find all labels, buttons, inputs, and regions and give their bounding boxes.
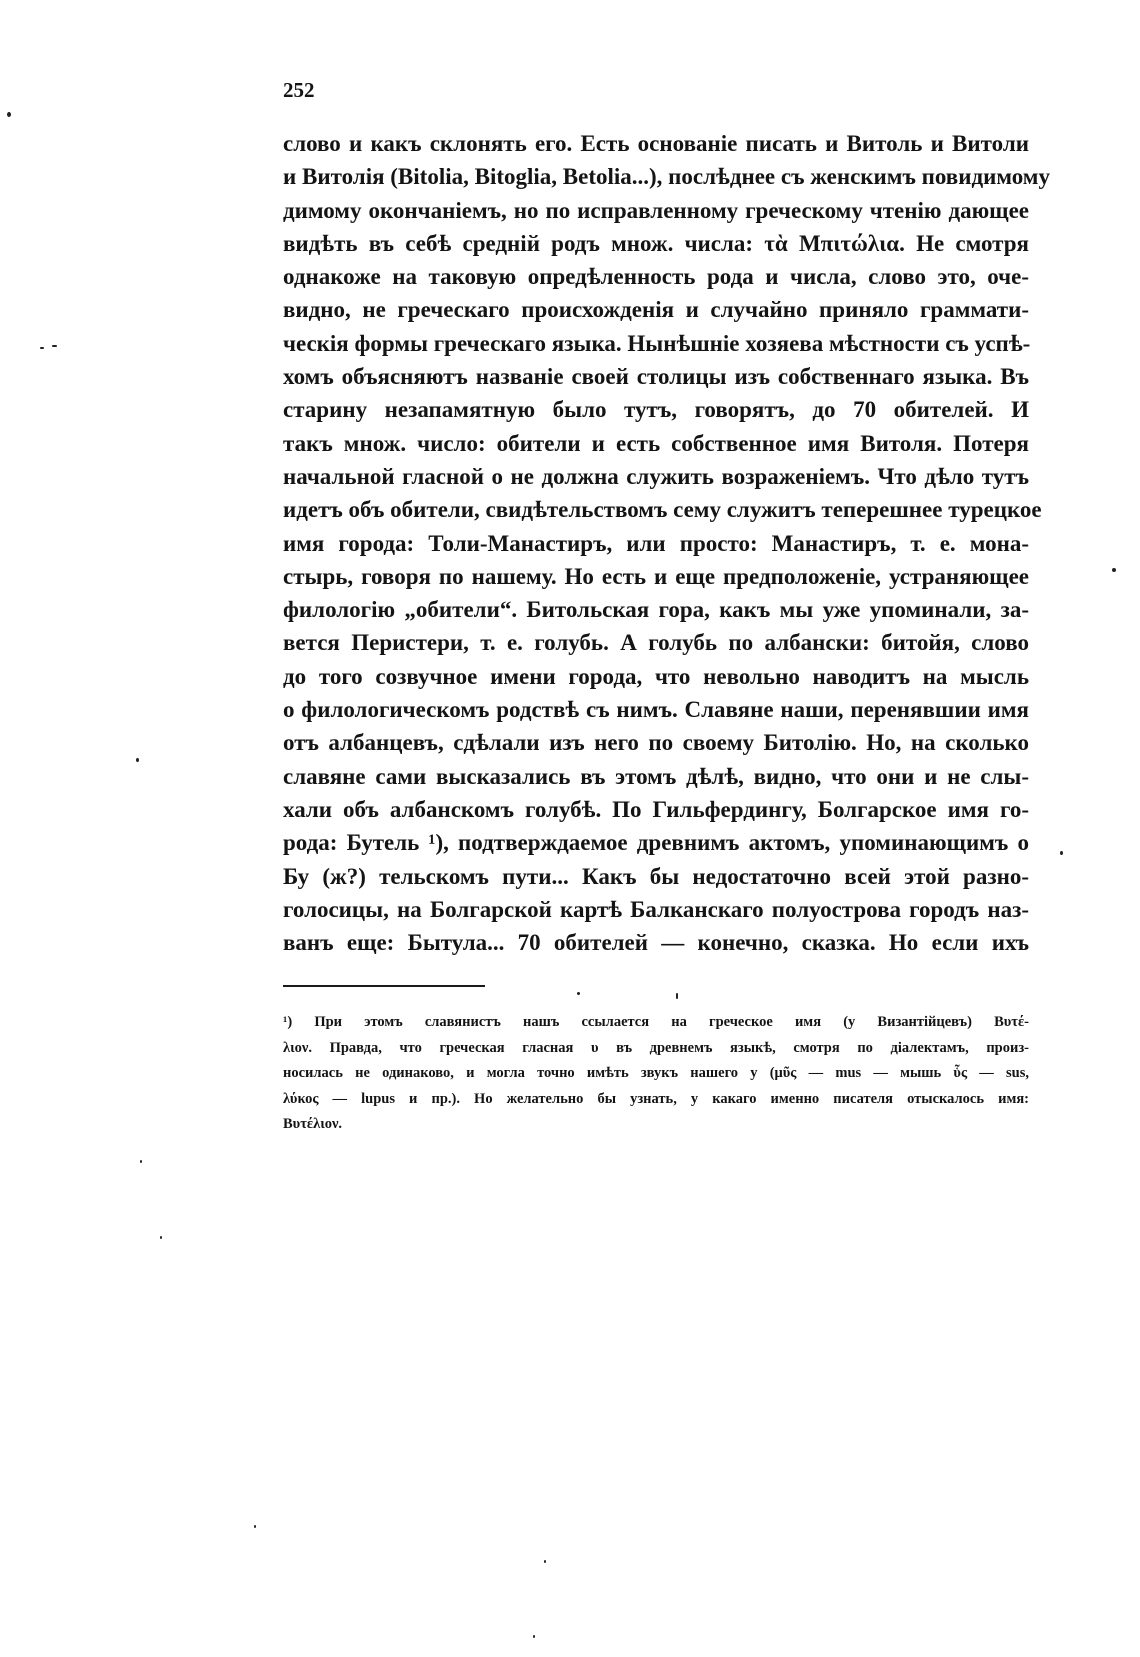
page-number: 252 [283, 78, 315, 102]
footnote-line: Βυτέλιον. [283, 1116, 343, 1132]
footnote-line: λιον. Правда, что греческая гласная υ въ древнемъ языкѣ, смотря по діалектамъ, произ- [283, 1039, 1029, 1056]
text-line: стырь, говоря по нашему. Но есть и еще предположеніе, устраняющее [283, 563, 1029, 589]
scan-speck [136, 758, 139, 762]
footnote [283, 1010, 1029, 1138]
text-line: начальной гласной о не должна служить возраженіемъ. Что дѣло тутъ [283, 463, 1029, 489]
scan-speck [52, 345, 57, 347]
scan-speck [533, 1635, 535, 1638]
footnote-line: ¹) При этомъ славянистъ нашъ ссылается на греческое имя (у Византійцевъ) Βυτέ- [283, 1014, 1029, 1030]
footnote-line: λύκος — lupus и пр.). Но желательно бы узнать, у какаго именно писателя отыскалось имя: [283, 1090, 1029, 1107]
text-line: ванъ еще: Бытула... 70 обителей — конечно, сказка. Но если ихъ [283, 930, 1029, 956]
text-line: о филологическомъ родствѣ съ нимъ. Славяне наши, перенявшии имя [283, 697, 1029, 723]
scan-speck [676, 993, 678, 999]
text-line: ческія формы греческаго языка. Нынѣшніе хозяева мѣстности съ успѣ- [283, 330, 1031, 356]
text-line: до того созвучное имени города, что невольно наводитъ на мысль [283, 663, 1029, 689]
text-line: идетъ объ обители, свидѣтельствомъ сему служитъ теперешнее турецкое [283, 497, 1042, 523]
text-line: старину незапамятную было тутъ, говорятъ, до 70 обителей. И [283, 397, 1029, 423]
footnote-line: носилась не одинаково, и могла точно имѣть звукъ нашего у (μῦς — mus — мышь ὗς — sus, [283, 1065, 1029, 1081]
text-line: слово и какъ склонять его. Есть основаніе писать и Витоль и Витоли [283, 131, 1029, 156]
scan-speck [1112, 568, 1116, 572]
text-line: видѣть въ себѣ средній родъ множ. числа: τὰ Μπιτώλια. Не смотря [283, 230, 1029, 256]
text-line: отъ албанцевъ, сдѣлали изъ него по своему Битолію. Но, на сколько [283, 730, 1029, 756]
text-line: имя города: Толи-Манастиръ, или просто: Манастиръ, т. е. мона- [283, 530, 1029, 556]
text-line: видно, не греческаго происхожденія и случайно приняло граммати- [283, 297, 1029, 323]
text-line: вется Перистери, т. е. голубь. А голубь по албански: битойя, слово [283, 630, 1029, 656]
scan-speck [577, 992, 580, 995]
scan-speck [140, 1160, 142, 1163]
text-line: и Витолія (Bitolia, Bitoglia, Betolia...), послѣднее съ женскимъ повидимому [283, 164, 1050, 190]
scan-speck [40, 347, 44, 349]
text-line: димому окончаніемъ, но по исправленному греческому чтенію дающее [283, 197, 1029, 223]
text-line: хали объ албанскомъ голубѣ. По Гильфердингу, Болгарское имя го- [283, 796, 1029, 822]
scan-speck [160, 1236, 162, 1239]
text-line: Бу (ж?) тельскомъ пути... Какъ бы недостаточно всей этой разно- [283, 863, 1029, 889]
text-line: хомъ объясняютъ названіе своей столицы изъ собственнаго языка. Въ [283, 364, 1029, 390]
scan-speck [7, 112, 11, 117]
scan-speck [254, 1525, 256, 1528]
footnote-divider [283, 985, 485, 987]
text-line: рода: Бутель ¹), подтверждаемое древнимъ актомъ, упоминающимъ о [283, 830, 1029, 856]
scan-speck [1060, 851, 1063, 855]
scan-speck [544, 1560, 546, 1563]
text-line: славяне сами высказались въ этомъ дѣлѣ, видно, что они и не слы- [283, 763, 1029, 789]
main-text [283, 127, 1050, 959]
text-line: такъ множ. число: обители и есть собственное имя Витоля. Потеря [283, 430, 1029, 456]
text-line: филологію „обители“. Битольская гора, какъ мы уже упоминали, за- [283, 597, 1029, 623]
text-line: однакоже на таковую опредѣленность рода и числа, слово это, оче- [283, 264, 1029, 290]
text-line: голосицы, на Болгарской картѣ Балканскаго полуострова городъ наз- [283, 896, 1029, 922]
